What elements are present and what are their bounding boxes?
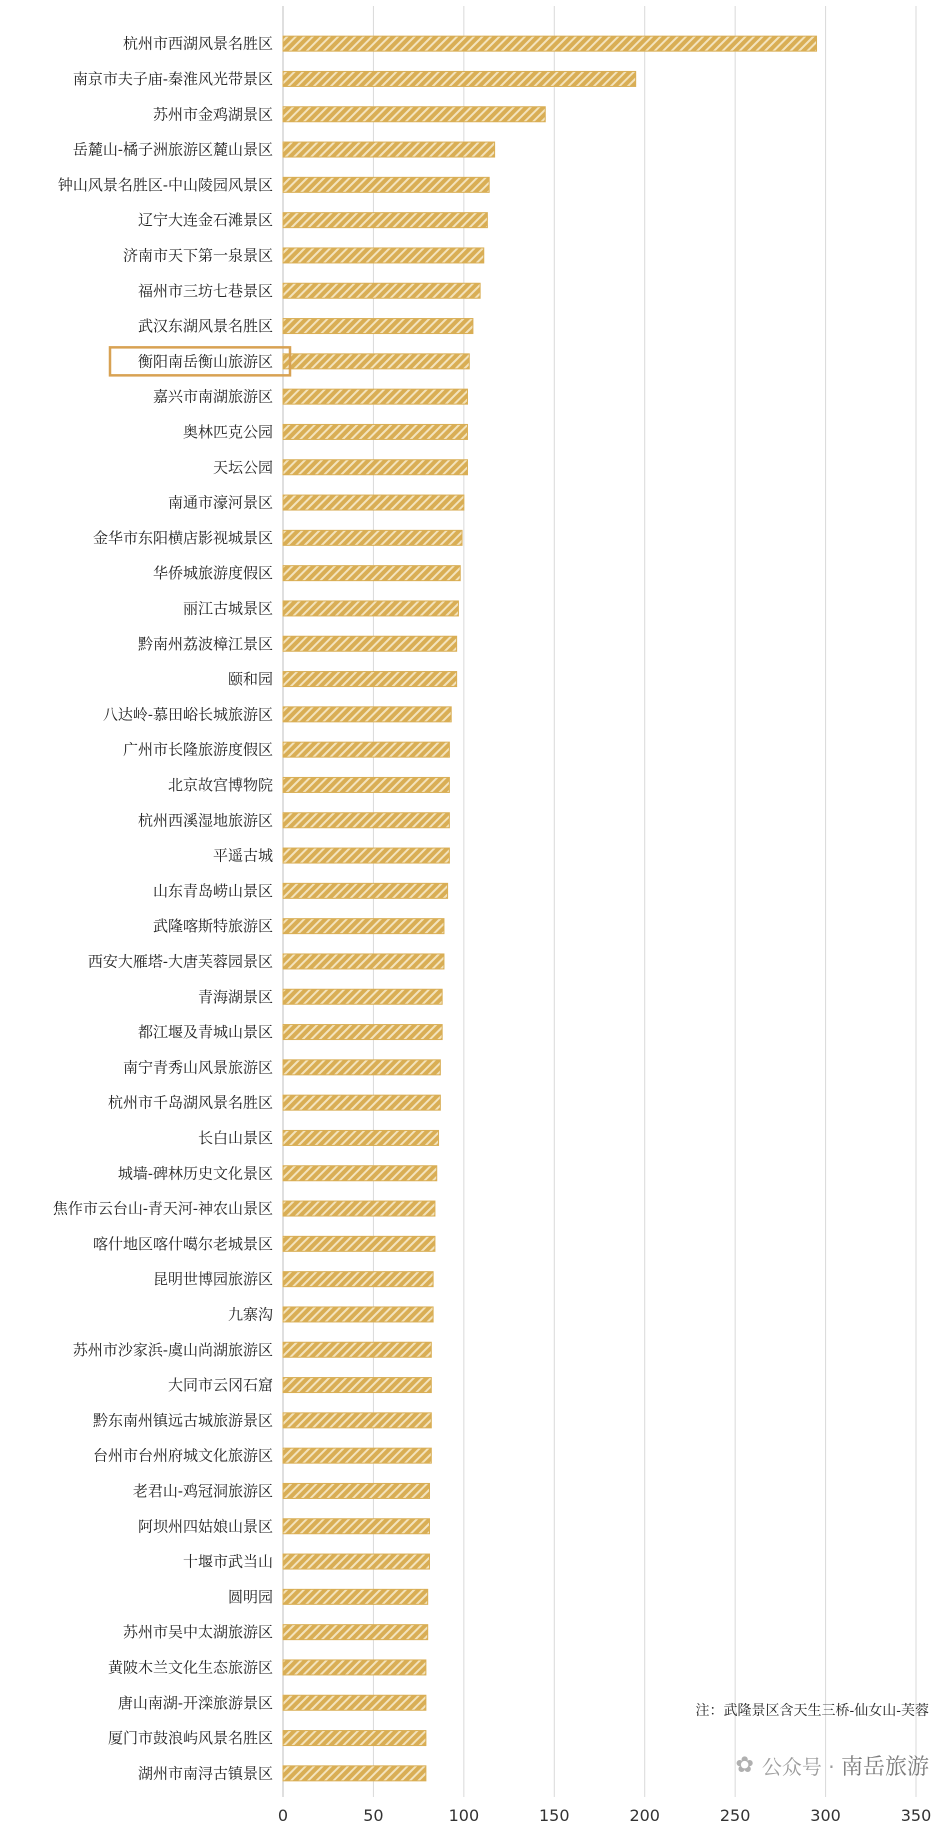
x-tick-label: 150	[539, 1806, 570, 1825]
category-label: 厦门市鼓浪屿风景名胜区	[107, 1729, 273, 1748]
category-label: 昆明世博园旅游区	[152, 1270, 273, 1289]
category-label: 武汉东湖风景名胜区	[137, 317, 273, 336]
category-label: 唐山南湖-开滦旅游景区	[117, 1693, 273, 1712]
category-label: 华侨城旅游度假区	[152, 564, 273, 583]
bar	[283, 354, 469, 369]
bar	[283, 1060, 440, 1075]
bar	[283, 813, 449, 828]
category-label: 岳麓山-橘子洲旅游区麓山景区	[72, 140, 273, 159]
category-label: 天坛公园	[212, 458, 273, 477]
category-label: 济南市天下第一泉景区	[122, 246, 273, 265]
bar	[283, 1236, 435, 1251]
category-label: 长白山景区	[197, 1128, 273, 1147]
category-label: 老君山-鸡冠洞旅游区	[132, 1481, 273, 1500]
bar	[283, 460, 467, 475]
x-tick-label: 300	[810, 1806, 841, 1825]
category-label: 丽江古城景区	[182, 599, 273, 618]
bar	[283, 707, 451, 722]
footer-prefix: 公众号 ·	[761, 1755, 841, 1779]
chart-note: 注：武隆景区含天生三桥-仙女山-芙蓉	[695, 1703, 929, 1719]
bar	[283, 954, 444, 969]
bar	[283, 1272, 433, 1287]
bar	[283, 1766, 426, 1781]
bar	[283, 1660, 426, 1675]
category-label: 大同市云冈石窟	[167, 1376, 273, 1395]
category-label: 杭州西溪湿地旅游区	[137, 811, 273, 830]
category-label: 武隆喀斯特旅游区	[152, 917, 273, 936]
bar	[283, 177, 489, 192]
bar	[283, 1483, 429, 1498]
bar	[283, 1695, 426, 1710]
bar	[283, 1307, 433, 1322]
category-label: 嘉兴市南湖旅游区	[152, 387, 273, 406]
category-label: 青海湖景区	[197, 987, 273, 1006]
bar	[283, 424, 467, 439]
footer-watermark	[735, 1750, 929, 1781]
bar	[283, 1025, 442, 1040]
bar	[283, 1342, 431, 1357]
bar	[283, 1095, 440, 1110]
bar	[283, 1625, 428, 1640]
bar	[283, 1130, 439, 1145]
bar	[283, 530, 462, 545]
category-label: 北京故宫博物院	[167, 775, 273, 794]
x-tick-label: 250	[719, 1806, 751, 1825]
bar	[283, 777, 449, 792]
category-label: 西安大雁塔-大唐芙蓉园景区	[87, 952, 273, 971]
bar	[283, 883, 448, 898]
category-label: 辽宁大连金石滩景区	[137, 211, 273, 230]
category-label: 颐和园	[227, 670, 273, 689]
bar	[283, 283, 480, 298]
category-label: 阿坝州四姑娘山景区	[137, 1517, 273, 1536]
bar	[283, 36, 817, 51]
category-label: 喀什地区喀什噶尔老城景区	[92, 1234, 273, 1253]
bar	[283, 1166, 437, 1181]
category-label: 南通市濠河景区	[167, 493, 273, 512]
bar	[283, 848, 449, 863]
category-label: 黄陂木兰文化生态旅游区	[107, 1658, 273, 1677]
bar	[283, 1201, 435, 1216]
bar	[283, 919, 444, 934]
bar	[283, 672, 457, 687]
category-label: 黔东南州镇远古城旅游景区	[92, 1411, 273, 1430]
category-label: 八达岭-慕田峪长城旅游区	[102, 705, 273, 724]
category-label: 奥林匹克公园	[182, 422, 273, 441]
category-label: 台州市台州府城文化旅游区	[92, 1446, 273, 1465]
bar	[283, 742, 449, 757]
bar	[283, 989, 442, 1004]
bar	[283, 1378, 431, 1393]
category-label: 南宁青秀山风景旅游区	[122, 1058, 273, 1077]
category-label: 金华市东阳横店影视城景区	[92, 528, 273, 547]
bar	[283, 1413, 431, 1428]
category-label: 圆明园	[227, 1587, 273, 1606]
bar	[283, 248, 484, 263]
category-label: 广州市长隆旅游度假区	[122, 740, 273, 759]
category-label: 九寨沟	[227, 1305, 273, 1324]
category-label: 苏州市沙家浜-虞山尚湖旅游区	[72, 1340, 273, 1359]
category-label: 杭州市千岛湖风景名胜区	[107, 1093, 273, 1112]
category-label: 山东青岛崂山景区	[152, 881, 273, 900]
category-label: 衡阳南岳衡山旅游区	[137, 352, 273, 371]
bar	[283, 1448, 431, 1463]
bar	[283, 1589, 428, 1604]
bar	[283, 601, 458, 616]
category-label: 苏州市吴中太湖旅游区	[122, 1623, 273, 1642]
bar	[283, 71, 636, 86]
bar	[283, 1519, 429, 1534]
category-label: 黔南州荔波樟江景区	[137, 634, 273, 653]
category-label: 南京市夫子庙-秦淮风光带景区	[72, 69, 273, 88]
category-label: 城墙-碑林历史文化景区	[117, 1164, 273, 1183]
bar	[283, 213, 487, 228]
footer-account: 南岳旅游	[840, 1755, 929, 1780]
x-tick-label: 200	[629, 1806, 660, 1825]
bar	[283, 636, 457, 651]
x-tick-label: 50	[363, 1806, 384, 1825]
bar	[283, 1554, 429, 1569]
category-label: 钟山风景名胜区-中山陵园风景区	[57, 175, 273, 194]
category-label: 焦作市云台山-青天河-神农山景区	[52, 1199, 273, 1218]
category-label: 杭州市西湖风景名胜区	[122, 34, 273, 53]
bar	[283, 495, 464, 510]
x-tick-label: 100	[448, 1806, 480, 1825]
category-label: 都江堰及青城山景区	[137, 1023, 273, 1042]
category-label: 十堰市武当山	[182, 1552, 273, 1571]
category-label: 平遥古城	[212, 846, 273, 865]
bar	[283, 319, 473, 334]
wechat-icon: ✿	[735, 1753, 754, 1778]
x-tick-label: 350	[900, 1806, 932, 1825]
category-label: 苏州市金鸡湖景区	[152, 105, 273, 124]
bar	[283, 389, 467, 404]
bar	[283, 142, 495, 157]
x-tick-label: 0	[277, 1806, 289, 1825]
bar	[283, 1731, 426, 1746]
category-label: 福州市三坊七巷景区	[137, 281, 273, 300]
bar	[283, 107, 545, 122]
category-label: 湖州市南浔古镇景区	[137, 1764, 273, 1783]
bar	[283, 566, 460, 581]
